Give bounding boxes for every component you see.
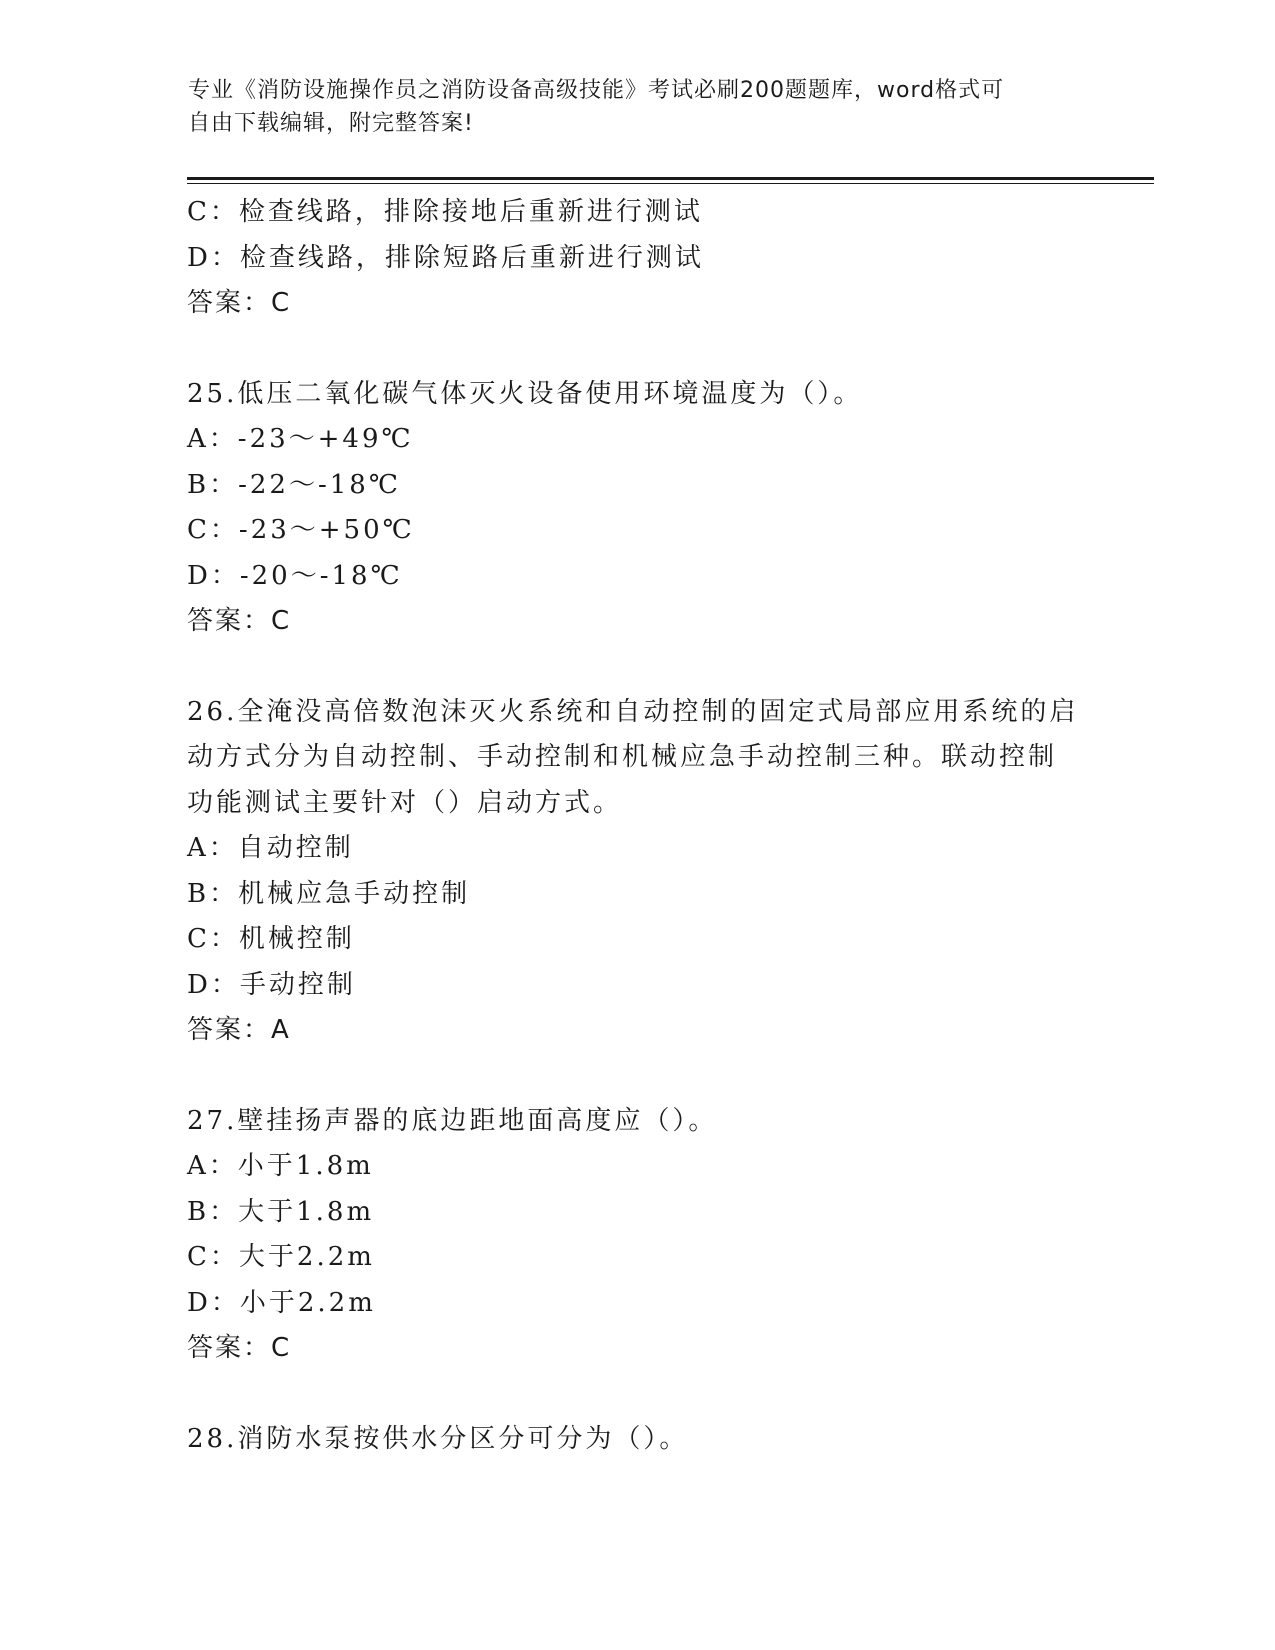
option-key: C： [187,197,239,227]
question-stem: 25.低压二氧化碳气体灭火设备使用环境温度为（）。 [187,378,863,409]
option-a [187,1144,1087,1190]
option-text: 小于2.2m [239,1287,376,1318]
option-key: C： [187,515,239,545]
option-key: A： [187,1151,238,1181]
answer-line: 答案：C [187,1333,292,1363]
option-a [187,417,1087,463]
question-28 [187,1417,1087,1463]
question-stem-line-1: 26.全淹没高倍数泡沫灭火系统和自动控制的固定式局部应用系统的启 [187,696,1079,727]
option-a [187,826,1087,872]
option-text: -20～-18℃ [239,560,403,591]
answer-line: 答案：C [187,606,292,636]
option-key: C： [187,924,239,954]
option-key: C： [187,1242,239,1272]
option-text: 机械应急手动控制 [238,878,471,909]
answer-line: 答案：A [187,1015,291,1045]
header-divider-thin [187,183,1154,184]
option-key: A： [187,424,238,454]
question-stem: 28.消防水泵按供水分区分可分为（）。 [187,1423,689,1454]
option-d [187,963,1087,1009]
question-stem: 27.壁挂扬声器的底边距地面高度应（）。 [187,1105,718,1136]
question-stem-line-2: 动方式分为自动控制、手动控制和机械应急手动控制三种。联动控制 [187,742,1058,772]
option-text: 机械控制 [238,924,355,954]
question-stem-line-3: 功能测试主要针对（）启动方式。 [187,787,623,818]
option-c [187,508,1087,554]
option-text: 检查线路，排除短路后重新进行测试 [239,242,704,273]
header-divider-thick [187,177,1154,180]
option-key: B： [187,1196,239,1227]
option-key: D： [187,560,240,591]
option-text: 自动控制 [237,833,354,863]
option-text: 大于1.8m [238,1196,375,1227]
option-text: 检查线路，排除接地后重新进行测试 [238,197,703,227]
header-line-2: 自由下载编辑，附完整答案! [188,111,474,136]
option-d [187,1281,1087,1327]
option-text: -23～+49℃ [237,424,414,454]
option-b [187,463,1087,509]
option-c [187,917,1087,963]
document-header [188,74,1088,140]
option-d [187,236,1087,282]
header-line-1: 专业《消防设施操作员之消防设备高级技能》考试必刷200题题库，word格式可 [188,78,1005,103]
option-key: B： [187,878,239,909]
option-key: B： [187,469,239,500]
option-text: -22～-18℃ [238,469,401,500]
option-b [187,872,1087,918]
question-24-continuation [187,190,1087,327]
question-25 [187,372,1087,645]
answer-line: 答案：C [187,288,292,318]
option-text: 手动控制 [239,969,356,1000]
option-key: D： [187,242,240,273]
option-key: D： [187,1287,240,1318]
document-body [187,190,1087,1462]
option-b [187,1190,1087,1236]
option-key: D： [187,969,240,1000]
option-c [187,190,1087,236]
option-text: 大于2.2m [238,1242,375,1272]
question-27 [187,1099,1087,1372]
option-key: A： [187,833,238,863]
question-26 [187,690,1087,1054]
option-d [187,554,1087,600]
option-text: -23～+50℃ [238,515,415,545]
option-c [187,1235,1087,1281]
option-text: 小于1.8m [237,1151,374,1181]
